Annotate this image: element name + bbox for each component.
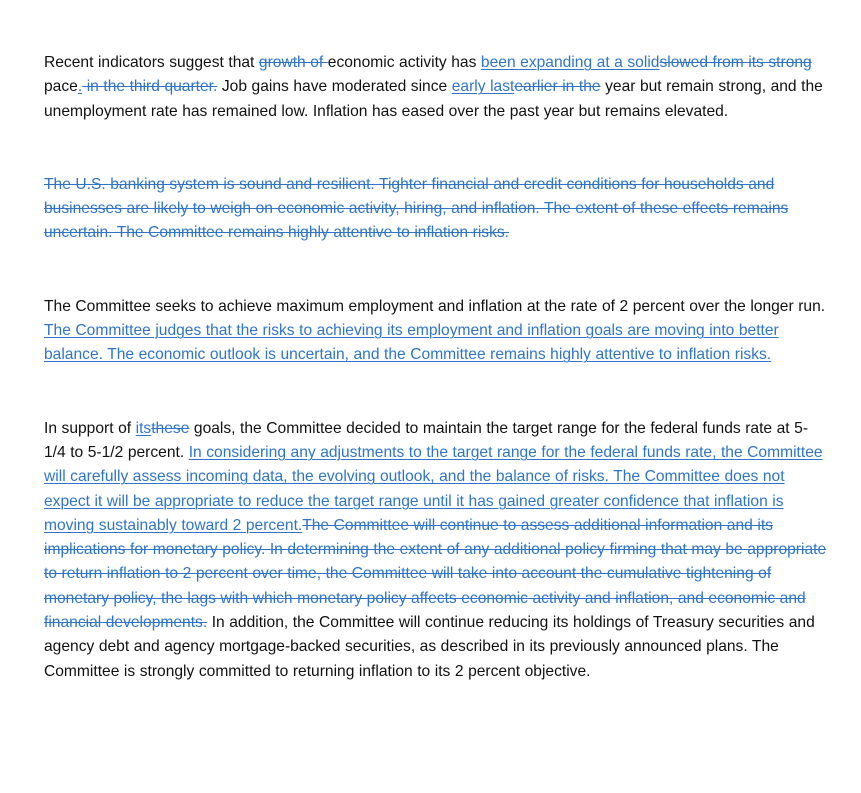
paragraph-economic-activity xyxy=(44,51,828,124)
paragraph-policy-decision xyxy=(44,417,828,684)
deleted-text: these xyxy=(151,419,190,437)
text-run: In addition, the Committee will continue reducing its holdings of Treasury securities and agency debt and agency mortgage-backed securities, as described in its previously announced plans. The Committee is strongly committed to returning inflation to its 2 percent objective. xyxy=(44,614,815,680)
text-run: year but remain strong, and the unemployment rate has remained low. Inflation has eased over the past year but remains elevated. xyxy=(44,78,823,120)
deleted-text: earlier in the xyxy=(514,78,601,96)
deleted-text: The U.S. banking system is sound and resilient. Tighter financial and credit conditions for households and businesses are likely to weigh on economic activity, hiring, and inflation. The extent of these effects remains uncertain. The Committee remains highly attentive to inflation risks. xyxy=(44,175,789,242)
inserted-text: . xyxy=(77,78,83,96)
text-run: In support of xyxy=(44,419,136,437)
inserted-text: early last xyxy=(451,78,515,96)
deleted-text: The Committee will continue to assess additional information and its implications for monetary policy. In determining the extent of any additional policy firming that may be appropriate to return inflation to 2 percent over time, the Committee will take into account the cumulative tightening of monetary policy, the lags with which monetary policy affects economic activity and inflation, and economic and financial developments. xyxy=(44,516,827,632)
text-run: The Committee seeks to achieve maximum employment and inflation at the rate of 2 percent over the longer run. xyxy=(44,297,826,315)
inserted-text: In considering any adjustments to the target range for the federal funds rate, the Committee will carefully assess incoming data, the evolving outlook, and the balance of risks. The Committee does not expect it will be appropriate to reduce the target range until it has gained greater confidence that inflation is moving sustainably toward 2 percent. xyxy=(44,443,823,534)
deleted-text: growth of xyxy=(258,54,328,71)
inserted-text: been expanding at a solid xyxy=(480,54,660,71)
deleted-text: slowed from its strong xyxy=(659,54,812,71)
inserted-text: The Committee judges that the risks to achieving its employment and inflation goals are moving into better balance. The economic outlook is uncertain, and the Committee remains highly attentive to inflation risks. xyxy=(44,322,779,364)
text-run: Recent indicators suggest that xyxy=(44,54,259,71)
text-run: Job gains have moderated since xyxy=(217,78,452,96)
inserted-text: its xyxy=(135,419,152,437)
paragraph-committee-goals xyxy=(44,295,828,368)
text-run: economic activity has xyxy=(327,54,481,71)
paragraph-banking-system xyxy=(44,173,828,246)
text-run: goals, the Committee decided to maintain the target range for the federal funds rate at 5-1/4 to 5-1/2 percent. xyxy=(44,419,809,461)
deleted-text: in the third quarter. xyxy=(82,78,218,96)
redline-document xyxy=(44,51,828,684)
text-run: pace xyxy=(44,78,78,96)
